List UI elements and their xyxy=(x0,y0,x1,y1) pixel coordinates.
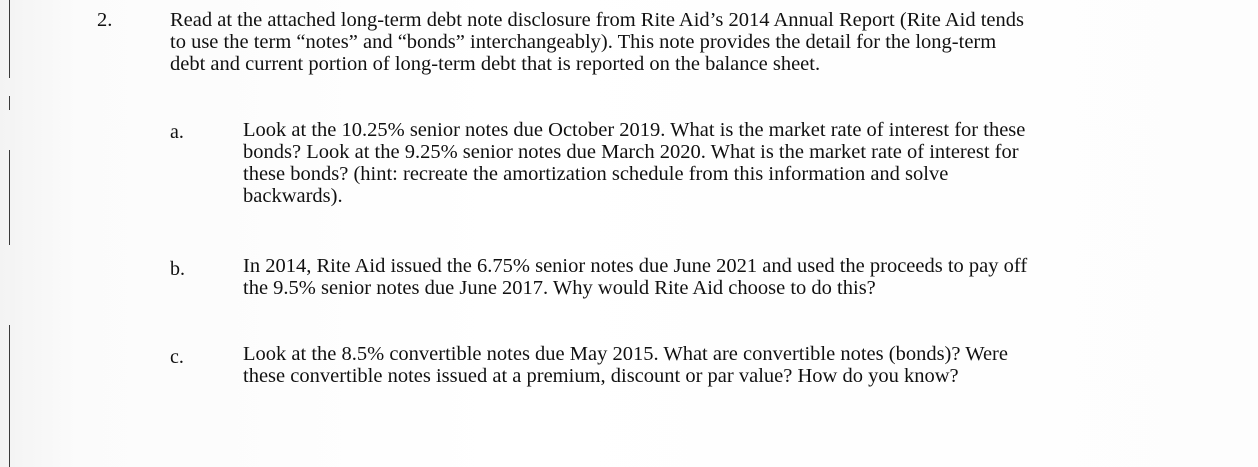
text-line: the 9.5% senior notes due June 2017. Why would Rite Aid choose to do this? xyxy=(243,277,876,299)
part-a-text xyxy=(243,119,1025,207)
text-line: these convertible notes issued at a premium, discount or par value? How do you know? xyxy=(243,365,959,387)
part-c-text xyxy=(243,343,1008,387)
part-b-marker: b. xyxy=(170,258,185,280)
text-line: these bonds? (hint: recreate the amortization schedule from this information and solve xyxy=(243,163,949,185)
text-line: debt and current portion of long-term debt that is reported on the balance sheet. xyxy=(170,53,821,75)
text-line: Read at the attached long-term debt note disclosure from Rite Aid’s 2014 Annual Report (Rite Aid tends xyxy=(170,9,1024,31)
text-line: In 2014, Rite Aid issued the 6.75% senior notes due June 2021 and used the proceeds to pay off xyxy=(243,255,1028,277)
scan-edge-mark xyxy=(9,150,10,245)
question-intro xyxy=(170,9,1024,75)
text-line: bonds? Look at the 9.25% senior notes due March 2020. What is the market rate of interest for xyxy=(243,141,1019,163)
part-b-text xyxy=(243,255,1027,299)
scan-edge-mark xyxy=(9,0,10,78)
part-a-marker: a. xyxy=(170,121,184,143)
text-line: Look at the 8.5% convertible notes due May 2015. What are convertible notes (bonds)? Were xyxy=(243,343,1008,365)
part-c-marker: c. xyxy=(170,346,184,368)
scan-edge-mark xyxy=(9,96,10,110)
text-line: to use the term “notes” and “bonds” interchangeably). This note provides the detail for the long-term xyxy=(170,31,997,53)
question-number: 2. xyxy=(97,9,113,31)
text-line: backwards). xyxy=(243,185,343,207)
text-line: Look at the 10.25% senior notes due October 2019. What is the market rate of interest for these xyxy=(243,119,1026,141)
scan-edge-mark xyxy=(9,325,10,467)
